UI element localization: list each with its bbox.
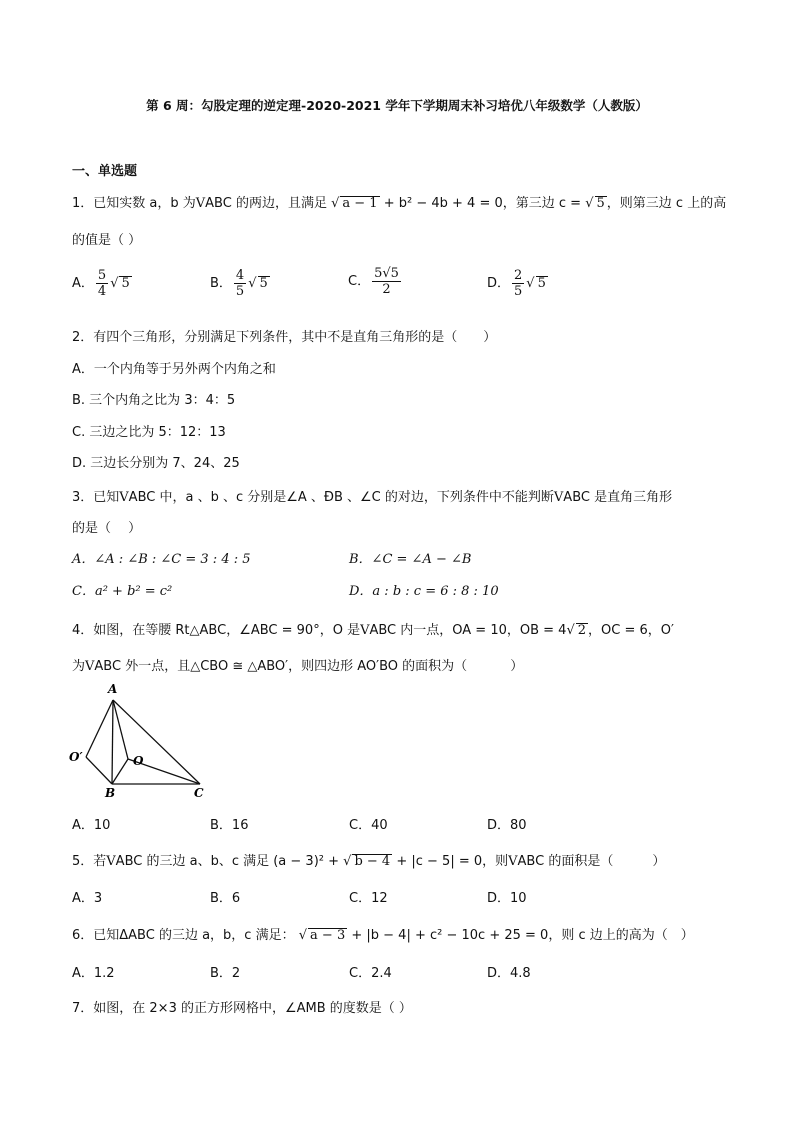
- segment-BO: [112, 759, 128, 784]
- sqrt-sign: √: [343, 854, 352, 869]
- q1-option-b[interactable]: [210, 268, 270, 299]
- segment-AC: [113, 700, 200, 784]
- q6-option-b[interactable]: B．2: [210, 966, 241, 981]
- numerator: 4: [235, 268, 245, 283]
- q4-option-b[interactable]: B．16: [210, 818, 249, 833]
- q2-option-b[interactable]: B. 三个内角之比为 3：4：5: [72, 393, 236, 408]
- sqrt-sign: √: [566, 623, 575, 638]
- segment-AO-prime: [86, 700, 113, 757]
- q5-text-a: 5．若: [72, 854, 107, 869]
- sqrt-sign: √: [585, 196, 594, 211]
- q4-text-f: ABC 外一点，且△CBO ≅ △ABO′，则四边形 AO′BO 的面积为（ ）: [94, 659, 524, 674]
- q1-option-d[interactable]: [487, 268, 548, 299]
- question-7-stem: 7．如图，在 2×3 的正方形网格中，∠AMB 的度数是（ ）: [72, 1001, 412, 1016]
- q1-text-d: + b² − 4b + 4 = 0，第三边 c =: [383, 196, 582, 211]
- sqrt-sign: √: [248, 276, 257, 291]
- q1-radicand: a − 1: [342, 196, 378, 211]
- q5-option-c[interactable]: C．12: [349, 891, 388, 906]
- q6-option-a[interactable]: A．1.2: [72, 966, 115, 981]
- denominator: 2: [382, 282, 391, 297]
- numerator: 5: [97, 268, 107, 283]
- fraction: [372, 266, 401, 297]
- q6-option-d[interactable]: D．4.8: [487, 966, 531, 981]
- triangle-symbol: V: [85, 659, 95, 674]
- question-4-line1: [72, 619, 674, 638]
- q5-radicand: b − 4: [354, 854, 391, 869]
- triangle-symbol: V: [508, 854, 518, 869]
- radicand: 5: [259, 276, 268, 291]
- question-3-line2: 的是（ ）: [72, 521, 142, 536]
- q5-option-b[interactable]: B．6: [210, 891, 241, 906]
- fraction: [512, 268, 524, 299]
- q6-text-a: 6．已知ΔABC 的三边 a，b，c 满足：: [72, 928, 295, 943]
- option-label: C．: [348, 274, 371, 289]
- q5-text-e: ABC 的面积是（ ）: [517, 854, 666, 869]
- question-4-line2: [72, 655, 523, 674]
- question-1-line2: 的值是（ ）: [72, 233, 142, 248]
- q5-option-d[interactable]: D．10: [487, 891, 527, 906]
- segment-AB: [112, 700, 113, 784]
- denominator: 5: [514, 284, 523, 299]
- denominator: 4: [97, 284, 107, 299]
- point-label-c: C: [194, 786, 204, 800]
- q5-option-a[interactable]: A．3: [72, 891, 103, 906]
- question-1-line1: [72, 192, 726, 211]
- q4-radicand: 2: [577, 623, 587, 638]
- option-label: D．: [487, 276, 511, 291]
- q1-text-f: ，则第三边 c 上的高: [606, 196, 727, 211]
- fraction: [234, 268, 246, 299]
- point-label-o-prime: O′: [69, 750, 83, 764]
- section-heading: 一、单选题: [72, 164, 138, 179]
- q2-option-a[interactable]: A．一个内角等于另外两个内角之和: [72, 362, 276, 377]
- option-label: B．: [210, 276, 232, 291]
- q3-text-c: ABC 是直角三角形: [563, 490, 673, 505]
- option-label: A．: [72, 276, 94, 291]
- q1-option-c[interactable]: [348, 266, 403, 297]
- numerator: 5√5: [374, 266, 399, 281]
- q3-option-b[interactable]: B．∠C = ∠A − ∠B: [349, 552, 472, 567]
- triangle-symbol: V: [195, 196, 206, 211]
- triangle-symbol: V: [106, 854, 116, 869]
- triangle-figure: [66, 680, 216, 802]
- triangle-symbol: V: [360, 623, 370, 638]
- sqrt-sign: √: [298, 928, 308, 943]
- q1-text-a: 1．已知实数 a，b 为: [72, 196, 196, 211]
- q4-text-a: 4．如图，在等腰 Rt△ABC，∠ABC = 90°，O 是: [72, 623, 361, 638]
- triangle-symbol: V: [119, 490, 129, 505]
- question-3-line1: [72, 486, 672, 505]
- numerator: 2: [514, 268, 523, 283]
- q1-text-b: ABC 的两边，且满足: [205, 196, 327, 211]
- q4-text-e: 为: [72, 659, 86, 674]
- page-title: 第 6 周：勾股定理的逆定理-2020-2021 学年下学期周末补习培优八年级数学（人教版）: [146, 98, 648, 113]
- radicand: 5: [537, 276, 546, 291]
- radicand: 5: [121, 276, 130, 291]
- q6-option-c[interactable]: C．2.4: [349, 966, 392, 981]
- sqrt-sign: √: [110, 276, 119, 291]
- q3-option-d[interactable]: D．a : b : c = 6 : 8 : 10: [349, 584, 499, 599]
- q5-text-b: ABC 的三边 a、b、c 满足 (a − 3)² +: [115, 854, 340, 869]
- q1-option-a[interactable]: [72, 268, 132, 299]
- q2-option-c[interactable]: C. 三边之比为 5：12：13: [72, 425, 226, 440]
- question-5-stem: [72, 850, 665, 869]
- segment-AO: [113, 700, 128, 759]
- q3-option-c[interactable]: C．a² + b² = c²: [72, 584, 173, 599]
- point-label-o: O: [133, 754, 144, 768]
- q4-option-a[interactable]: A．10: [72, 818, 111, 833]
- q3-text-a: 3．已知: [72, 490, 120, 505]
- q2-option-d[interactable]: D. 三边长分别为 7、24、25: [72, 456, 240, 471]
- point-label-b: B: [105, 786, 116, 800]
- question-6-stem: [72, 924, 694, 943]
- q6-radicand: a − 3: [310, 928, 346, 943]
- segment-O-prime-B: [86, 757, 112, 784]
- q4-text-b: ABC 内一点，OA = 10，OB = 4: [369, 623, 567, 638]
- denominator: 5: [235, 284, 245, 299]
- triangle-symbol: V: [553, 490, 564, 505]
- point-label-a: A: [108, 682, 118, 696]
- q4-text-d: ，OC = 6，O′: [588, 623, 674, 638]
- q4-option-c[interactable]: C．40: [349, 818, 388, 833]
- fraction: [96, 268, 108, 299]
- q3-option-a[interactable]: A．∠A : ∠B : ∠C = 3 : 4 : 5: [72, 552, 251, 567]
- sqrt-sign: √: [331, 196, 340, 211]
- q1-radicand-c: 5: [596, 196, 605, 211]
- sqrt-sign: √: [526, 276, 535, 291]
- q6-text-c: + |b − 4| + c² − 10c + 25 = 0，则 c 边上的高为（ ）: [351, 928, 694, 943]
- question-2-stem: 2．有四个三角形，分别满足下列条件，其中不是直角三角形的是（ ）: [72, 330, 497, 345]
- q5-text-d: + |c − 5| = 0，则: [396, 854, 509, 869]
- q3-text-b: ABC 中，a 、b 、c 分别是∠A 、ÐB 、∠C 的对边，下列条件中不能判断: [128, 490, 554, 505]
- q4-option-d[interactable]: D．80: [487, 818, 527, 833]
